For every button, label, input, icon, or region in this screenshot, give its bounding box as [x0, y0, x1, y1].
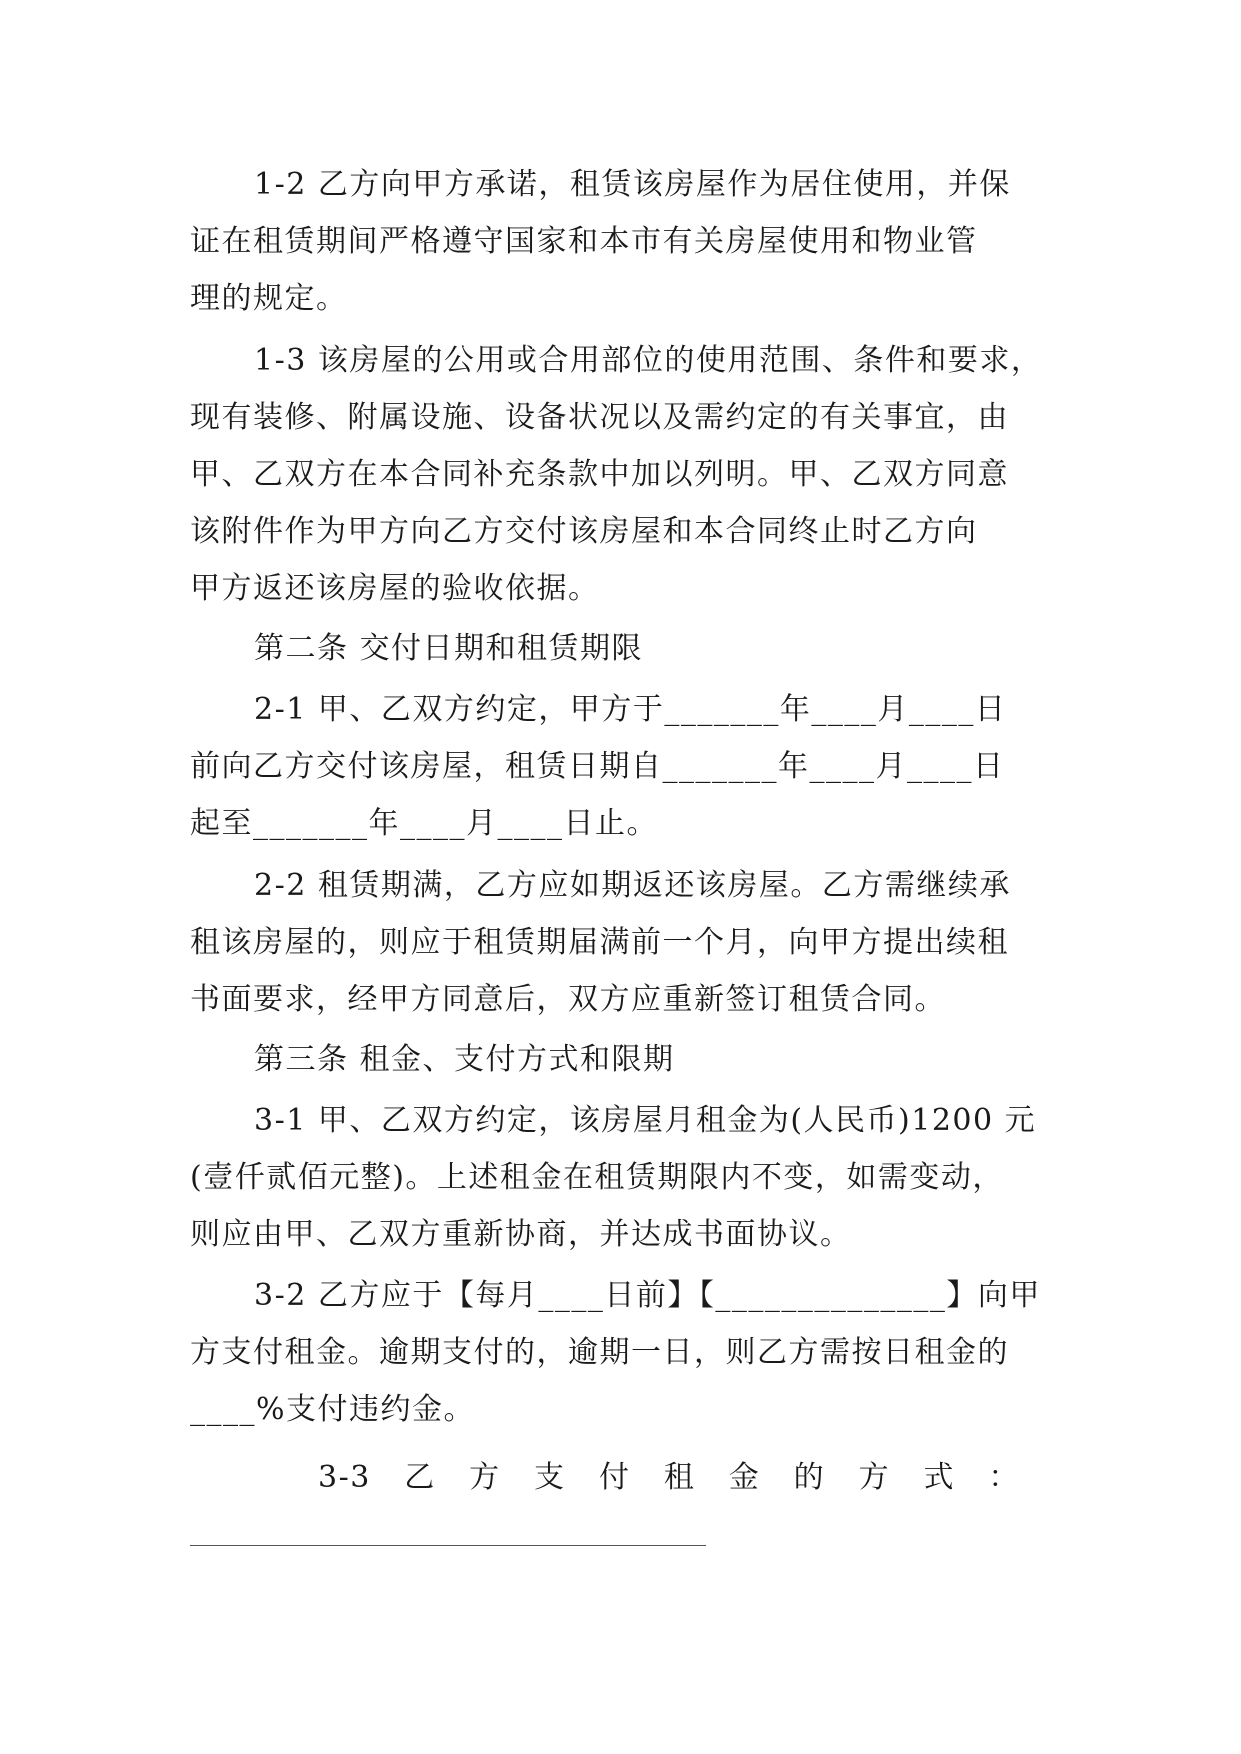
fill-in-blank-line — [190, 1545, 706, 1546]
paragraph-3-1-line-3: 则应由甲、乙双方重新协商，并达成书面协议。 — [190, 1217, 852, 1252]
paragraph-3-2-line-2: 方支付租金。逾期支付的，逾期一日，则乙方需按日租金的 — [190, 1335, 1009, 1370]
paragraph-1-3-line-2: 现有装修、附属设施、设备状况以及需约定的有关事宜，由 — [190, 400, 1009, 435]
paragraph-3-3-colon: ： — [988, 1460, 1020, 1495]
paragraph-3-2-line-3: ____%支付违约金。 — [190, 1392, 476, 1427]
paragraph-3-3-line-1 — [318, 1458, 1020, 1498]
paragraph-3-3-char: 金 — [728, 1460, 761, 1495]
paragraph-2-2-line-1: 2-2 租赁期满，乙方应如期返还该房屋。乙方需继续承 — [254, 868, 1011, 903]
paragraph-3-1-line-1: 3-1 甲、乙双方约定，该房屋月租金为(人民币)1200 元 — [254, 1103, 1037, 1138]
paragraph-3-3-char: 支 — [534, 1460, 566, 1495]
paragraph-3-3-number: 3-3 — [318, 1460, 371, 1495]
paragraph-1-2-line-1: 1-2 乙方向甲方承诺，租赁该房屋作为居住使用，并保 — [254, 167, 1011, 202]
paragraph-3-2-line-1: 3-2 乙方应于【每月____日前】【______________】向甲 — [254, 1278, 1041, 1313]
paragraph-3-3-char: 乙 — [404, 1460, 436, 1495]
paragraph-2-2-line-2: 租该房屋的，则应于租赁期届满前一个月，向甲方提出续租 — [190, 925, 1009, 960]
paragraph-1-3-line-3: 甲、乙双方在本合同补充条款中加以列明。甲、乙双方同意 — [190, 457, 1009, 492]
paragraph-3-3-char: 的 — [793, 1460, 826, 1495]
paragraph-1-2-line-2: 证在租赁期间严格遵守国家和本市有关房屋使用和物业管 — [190, 224, 978, 259]
paragraph-3-3-char: 付 — [598, 1460, 631, 1495]
paragraph-3-3-char: 租 — [663, 1460, 696, 1495]
paragraph-3-3-char: 式 — [923, 1460, 955, 1495]
article-3-heading: 第三条 租金、支付方式和限期 — [254, 1042, 675, 1077]
paragraph-1-2-line-3: 理的规定。 — [190, 281, 348, 316]
article-2-heading: 第二条 交付日期和租赁期限 — [254, 631, 644, 666]
paragraph-3-1-line-2: (壹仟贰佰元整)。上述租金在租赁期限内不变，如需变动， — [190, 1160, 1004, 1195]
paragraph-3-3-char: 方 — [858, 1460, 891, 1495]
paragraph-2-1-line-2: 前向乙方交付该房屋，租赁日期自_______年____月____日 — [190, 749, 1005, 784]
paragraph-2-1-line-3: 起至_______年____月____日止。 — [190, 806, 658, 841]
paragraph-2-1-line-1: 2-1 甲、乙双方约定，甲方于_______年____月____日 — [254, 692, 1007, 727]
paragraph-1-3-line-1: 1-3 该房屋的公用或合用部位的使用范围、条件和要求， — [254, 343, 1043, 378]
paragraph-2-2-line-3: 书面要求，经甲方同意后，双方应重新签订租赁合同。 — [190, 982, 946, 1017]
paragraph-1-3-line-4: 该附件作为甲方向乙方交付该房屋和本合同终止时乙方向 — [190, 514, 978, 549]
paragraph-3-3-char: 方 — [469, 1460, 501, 1495]
paragraph-1-3-line-5: 甲方返还该房屋的验收依据。 — [190, 571, 600, 606]
